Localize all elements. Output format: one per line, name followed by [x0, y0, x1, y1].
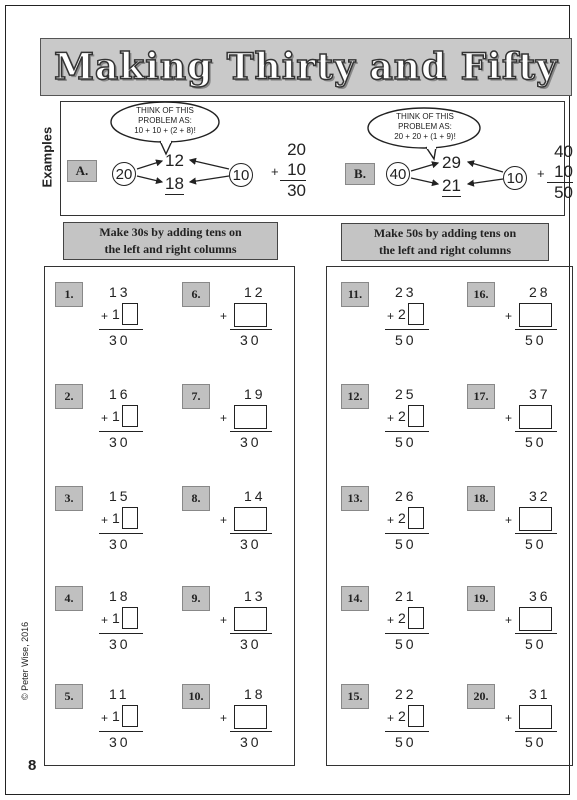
example-b-stack: 40 10 50 — [547, 142, 573, 203]
example-b-plus: + — [537, 166, 545, 181]
top-addend: 31 — [529, 686, 551, 702]
tens-digit: 2 — [398, 510, 406, 526]
sum: 30 — [109, 536, 131, 552]
answer-box[interactable] — [122, 507, 138, 529]
sum-line — [515, 431, 557, 432]
plus-sign: + — [101, 613, 109, 627]
top-addend: 18 — [244, 686, 266, 702]
top-addend: 18 — [109, 588, 131, 604]
plus-sign: + — [220, 613, 228, 627]
problem-number: 14. — [341, 586, 369, 611]
sum-line — [230, 329, 272, 330]
problem-number: 18. — [467, 486, 495, 511]
problem-number: 15. — [341, 684, 369, 709]
answer-box[interactable] — [234, 507, 267, 531]
problem-number: 2. — [55, 384, 83, 409]
problem-number: 5. — [55, 684, 83, 709]
problem-number: 12. — [341, 384, 369, 409]
sum: 50 — [395, 636, 417, 652]
top-addend: 13 — [109, 284, 131, 300]
sum-line — [515, 329, 557, 330]
answer-box[interactable] — [408, 607, 424, 629]
example-a-right-circle: 10 — [229, 163, 253, 187]
plus-sign: + — [101, 309, 109, 323]
top-addend: 16 — [109, 386, 131, 402]
answer-box[interactable] — [408, 405, 424, 427]
answer-box[interactable] — [122, 303, 138, 325]
sum: 30 — [109, 434, 131, 450]
problem-9 — [182, 586, 302, 661]
sum-line — [385, 633, 429, 634]
sum: 50 — [395, 332, 417, 348]
sum-line — [99, 431, 143, 432]
answer-box[interactable] — [122, 607, 138, 629]
top-addend: 11 — [109, 686, 130, 702]
answer-box[interactable] — [519, 303, 552, 327]
sum: 50 — [525, 434, 547, 450]
plus-sign: + — [505, 513, 513, 527]
sum: 50 — [395, 734, 417, 750]
problem-number: 13. — [341, 486, 369, 511]
sum: 50 — [395, 434, 417, 450]
sum-line — [230, 633, 272, 634]
top-addend: 22 — [395, 686, 417, 702]
problem-10 — [182, 684, 302, 759]
example-a-letter: A. — [67, 160, 97, 182]
problem-3 — [55, 486, 175, 561]
problem-12 — [341, 384, 461, 459]
sum: 30 — [109, 636, 131, 652]
sum-line — [385, 329, 429, 330]
example-a-arrows — [134, 152, 234, 192]
plus-sign: + — [220, 309, 228, 323]
problem-number: 8. — [182, 486, 210, 511]
answer-box[interactable] — [234, 303, 267, 327]
top-addend: 26 — [395, 488, 417, 504]
problem-11 — [341, 282, 461, 357]
problem-20 — [467, 684, 577, 759]
plus-sign: + — [101, 711, 109, 725]
tens-digit: 1 — [112, 408, 120, 424]
problem-18 — [467, 486, 577, 561]
example-a-upper-number: 12 — [165, 151, 184, 170]
sum-line — [385, 533, 429, 534]
problem-6 — [182, 282, 302, 357]
plus-sign: + — [220, 711, 228, 725]
examples-label: Examples — [39, 126, 55, 188]
plus-sign: + — [220, 411, 228, 425]
top-addend: 25 — [395, 386, 417, 402]
sum-line — [99, 533, 143, 534]
plus-sign: + — [387, 309, 395, 323]
sum: 50 — [395, 536, 417, 552]
tens-digit: 1 — [112, 708, 120, 724]
sum: 50 — [525, 734, 547, 750]
sum: 30 — [240, 434, 262, 450]
sum-line — [385, 431, 429, 432]
sum: 50 — [525, 332, 547, 348]
problem-14 — [341, 586, 461, 661]
plus-sign: + — [387, 711, 395, 725]
example-b-right-circle: 10 — [503, 166, 527, 190]
problem-number: 11. — [341, 282, 369, 307]
sum-line — [99, 633, 143, 634]
example-b-lower-number: 21 — [442, 176, 461, 195]
answer-box[interactable] — [408, 303, 424, 325]
tens-digit: 1 — [112, 610, 120, 626]
problem-number: 6. — [182, 282, 210, 307]
plus-sign: + — [505, 613, 513, 627]
answer-box[interactable] — [519, 607, 552, 631]
example-a-lower-number: 18 — [165, 174, 184, 193]
top-addend: 14 — [244, 488, 266, 504]
sum: 30 — [109, 332, 131, 348]
top-addend: 23 — [395, 284, 417, 300]
problem-7 — [182, 384, 302, 459]
problem-number: 7. — [182, 384, 210, 409]
problem-15 — [341, 684, 461, 759]
problem-16 — [467, 282, 577, 357]
tens-digit: 1 — [112, 306, 120, 322]
plus-sign: + — [387, 411, 395, 425]
page-title: Making Thirty and Fifty — [54, 46, 558, 88]
sum: 30 — [109, 734, 131, 750]
plus-sign: + — [387, 513, 395, 527]
plus-sign: + — [505, 309, 513, 323]
problem-1 — [55, 282, 175, 357]
top-addend: 12 — [244, 284, 266, 300]
example-a-plus: + — [271, 164, 279, 179]
problem-17 — [467, 384, 577, 459]
page-number: 8 — [28, 757, 37, 774]
sum-line — [99, 329, 143, 330]
answer-box[interactable] — [122, 405, 138, 427]
instruction-right: Make 50s by adding tens on the left and right columns — [341, 223, 549, 261]
tens-digit: 2 — [398, 306, 406, 322]
example-b-upper-number: 29 — [442, 153, 461, 172]
answer-box[interactable] — [234, 405, 267, 429]
plus-sign: + — [220, 513, 228, 527]
problem-8 — [182, 486, 302, 561]
top-addend: 37 — [529, 386, 551, 402]
problem-2 — [55, 384, 175, 459]
top-addend: 21 — [395, 588, 417, 604]
top-addend: 13 — [244, 588, 266, 604]
answer-box[interactable] — [408, 507, 424, 529]
top-addend: 28 — [529, 284, 551, 300]
example-b-left-circle: 40 — [386, 162, 410, 186]
top-addend: 19 — [244, 386, 266, 402]
answer-box[interactable] — [234, 607, 267, 631]
tens-digit: 2 — [398, 610, 406, 626]
answer-box[interactable] — [234, 705, 267, 729]
top-addend: 36 — [529, 588, 551, 604]
problem-number: 4. — [55, 586, 83, 611]
answer-box[interactable] — [408, 705, 424, 727]
answer-box[interactable] — [519, 507, 552, 531]
plus-sign: + — [101, 513, 109, 527]
problem-number: 10. — [182, 684, 210, 709]
sum: 30 — [240, 536, 262, 552]
answer-box[interactable] — [519, 405, 552, 429]
problem-5 — [55, 684, 175, 759]
example-b-letter: B. — [345, 163, 375, 185]
plus-sign: + — [505, 711, 513, 725]
plus-sign: + — [505, 411, 513, 425]
answer-box[interactable] — [519, 705, 552, 729]
problem-19 — [467, 586, 577, 661]
tens-digit: 2 — [398, 708, 406, 724]
sum: 30 — [240, 734, 262, 750]
sum: 50 — [525, 636, 547, 652]
sum: 30 — [240, 636, 262, 652]
sum-line — [230, 731, 272, 732]
sum-line — [515, 533, 557, 534]
plus-sign: + — [387, 613, 395, 627]
problem-number: 3. — [55, 486, 83, 511]
problem-13 — [341, 486, 461, 561]
sum-line — [515, 731, 557, 732]
answer-box[interactable] — [122, 705, 138, 727]
example-a-stack: 20 10 30 — [280, 140, 306, 201]
sum: 50 — [525, 536, 547, 552]
problem-number: 1. — [55, 282, 83, 307]
problem-number: 19. — [467, 586, 495, 611]
sum-line — [230, 533, 272, 534]
top-addend: 15 — [109, 488, 131, 504]
sum-line — [99, 731, 143, 732]
problem-number: 17. — [467, 384, 495, 409]
sum-line — [515, 633, 557, 634]
problem-4 — [55, 586, 175, 661]
tens-digit: 2 — [398, 408, 406, 424]
sum-line — [230, 431, 272, 432]
example-b-arrows — [408, 154, 508, 194]
problem-number: 20. — [467, 684, 495, 709]
sum-line — [385, 731, 429, 732]
example-a-left-circle: 20 — [112, 162, 136, 186]
sum: 30 — [240, 332, 262, 348]
problem-number: 9. — [182, 586, 210, 611]
instruction-left: Make 30s by adding tens on the left and right columns — [63, 222, 278, 260]
problem-number: 16. — [467, 282, 495, 307]
top-addend: 32 — [529, 488, 551, 504]
tens-digit: 1 — [112, 510, 120, 526]
plus-sign: + — [101, 411, 109, 425]
